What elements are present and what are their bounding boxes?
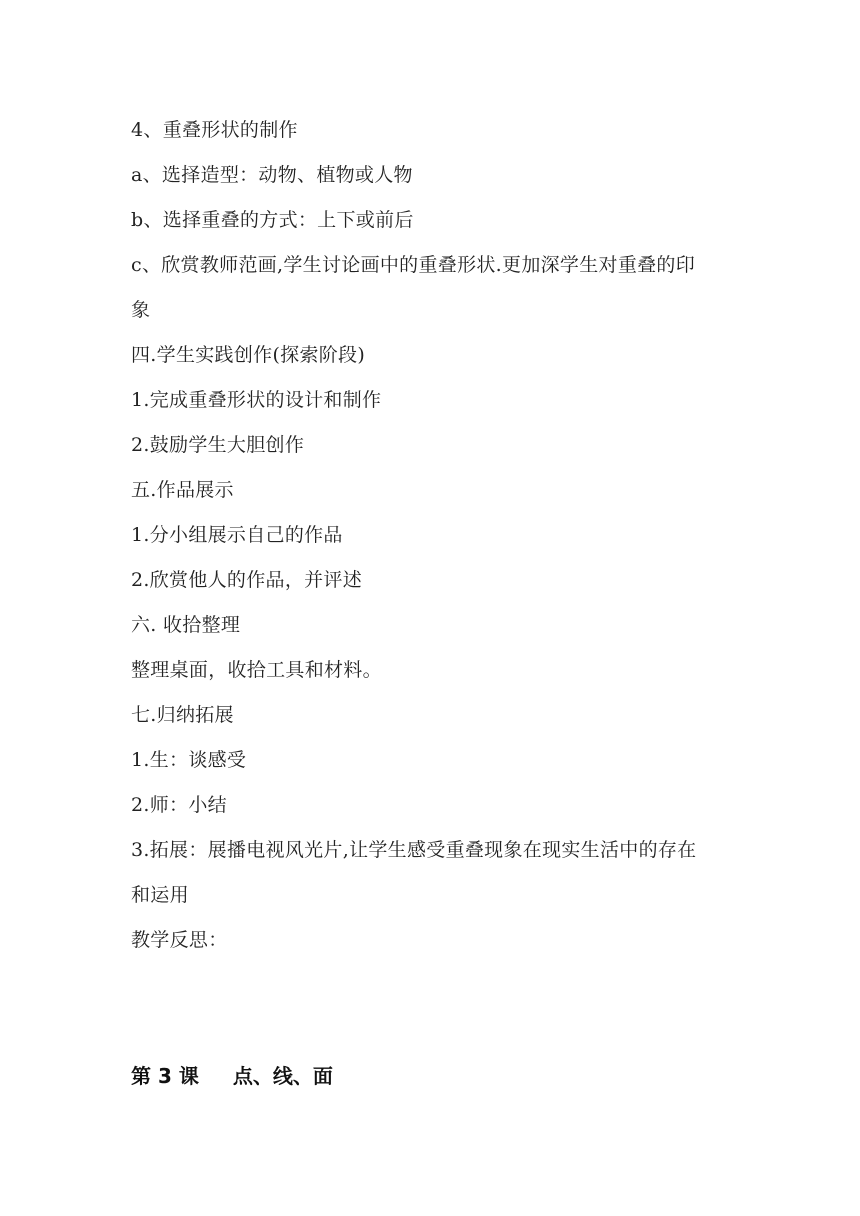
- text-line: 2.欣赏他人的作品，并评述: [131, 569, 363, 591]
- text-line: 3.拓展：展播电视风光片,让学生感受重叠现象在现实生活中的存在: [131, 839, 697, 861]
- text-line: 1.分小组展示自己的作品: [131, 524, 343, 546]
- text-line: 象: [131, 299, 151, 321]
- section-heading-overlap-making: 4、重叠形状的制作: [131, 119, 298, 141]
- document-body: [131, 108, 741, 963]
- text-line: 2.师：小结: [131, 794, 227, 816]
- lesson-number: 第 3 课: [131, 1064, 199, 1088]
- section-heading-display: 五.作品展示: [131, 479, 234, 501]
- section-heading-tidy-up: 六. 收拾整理: [131, 614, 241, 636]
- text-line: 和运用: [131, 884, 189, 906]
- section-heading-practice: 四.学生实践创作(探索阶段): [131, 344, 366, 366]
- text-line: c、欣赏教师范画,学生讨论画中的重叠形状.更加深学生对重叠的印: [131, 254, 696, 276]
- text-line: 1.生：谈感受: [131, 749, 247, 771]
- reflection-label: 教学反思：: [131, 929, 228, 951]
- text-line: b、选择重叠的方式：上下或前后: [131, 209, 414, 231]
- text-line: 2.鼓励学生大胆创作: [131, 434, 305, 456]
- text-line: a、选择造型：动物、植物或人物: [131, 164, 413, 186]
- text-line: 1.完成重叠形状的设计和制作: [131, 389, 382, 411]
- lesson-title: [131, 1056, 333, 1096]
- section-heading-summary: 七.归纳拓展: [131, 704, 234, 726]
- text-line: 整理桌面，收拾工具和材料。: [131, 659, 382, 681]
- lesson-topic: 点、线、面: [232, 1064, 333, 1088]
